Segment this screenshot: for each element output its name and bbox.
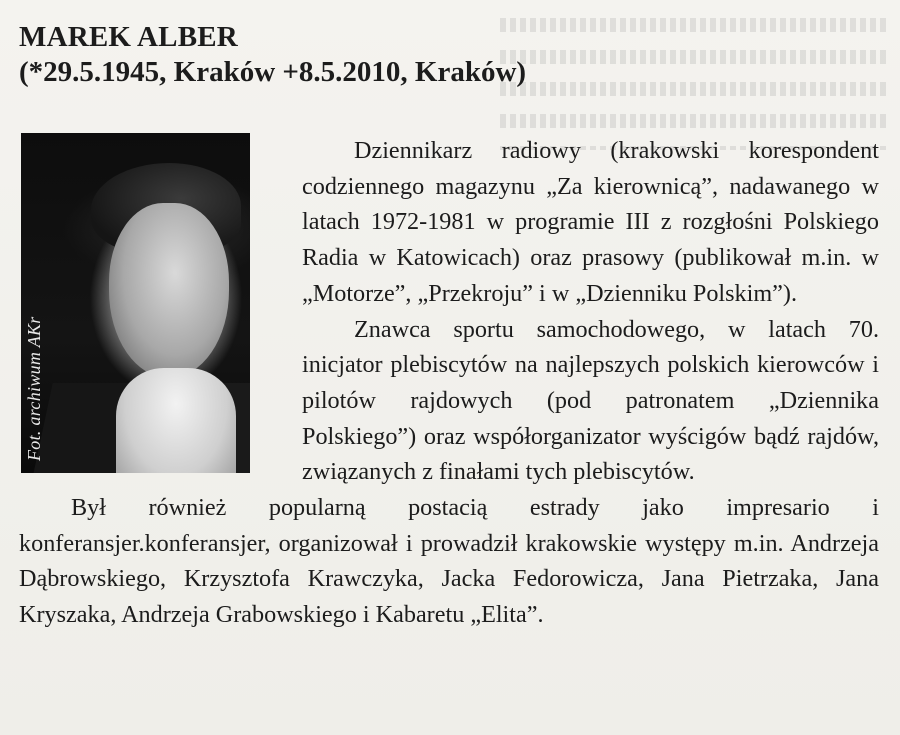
- bio-paragraph-2: Znawca sportu samochodowego, w latach 70. inicjator plebiscytów na najlepszych polskich kierowców i pilotów rajdowych (pod patronatem „Dziennika Polskiego”) oraz współorganizator wyścigów bądź rajdów, związanych z finałami tych plebiscytów.: [302, 315, 879, 486]
- life-dates: (*29.5.1945, Kraków +8.5.2010, Kraków): [19, 56, 527, 88]
- person-name: MAREK ALBER: [19, 21, 238, 53]
- portrait-photo: [21, 133, 250, 473]
- photo-credit-text: Fot. archiwum AKr: [24, 316, 44, 461]
- bio-paragraph-1: Dziennikarz radiowy (krakowski korespondent codziennego magazynu „Za kierownicą”, nadawanego w latach 1972-1981 w programie III z rozgłośni Polskiego Radia w Katowicach) oraz prasowy (publikował m.in. w „Motorze”, „Przekroju” i w „Dzienniku Polskim”).: [302, 137, 879, 307]
- bio-paragraph-3: Był również popularną postacią estrady jako impresario i konferansjer.konferansjer, organizował i prowadził krakowskie występy m.in. Andrzeja Dąbrowskiego, Krzysztofa Krawczyka, Jacka Fedorowicza, Jana Pietrzaka, Jana Kryszaka, Andrzeja Grabowskiego i Kabaretu „Elita”.: [19, 494, 879, 629]
- photo-credit: [24, 251, 47, 461]
- entry-header: [19, 20, 879, 90]
